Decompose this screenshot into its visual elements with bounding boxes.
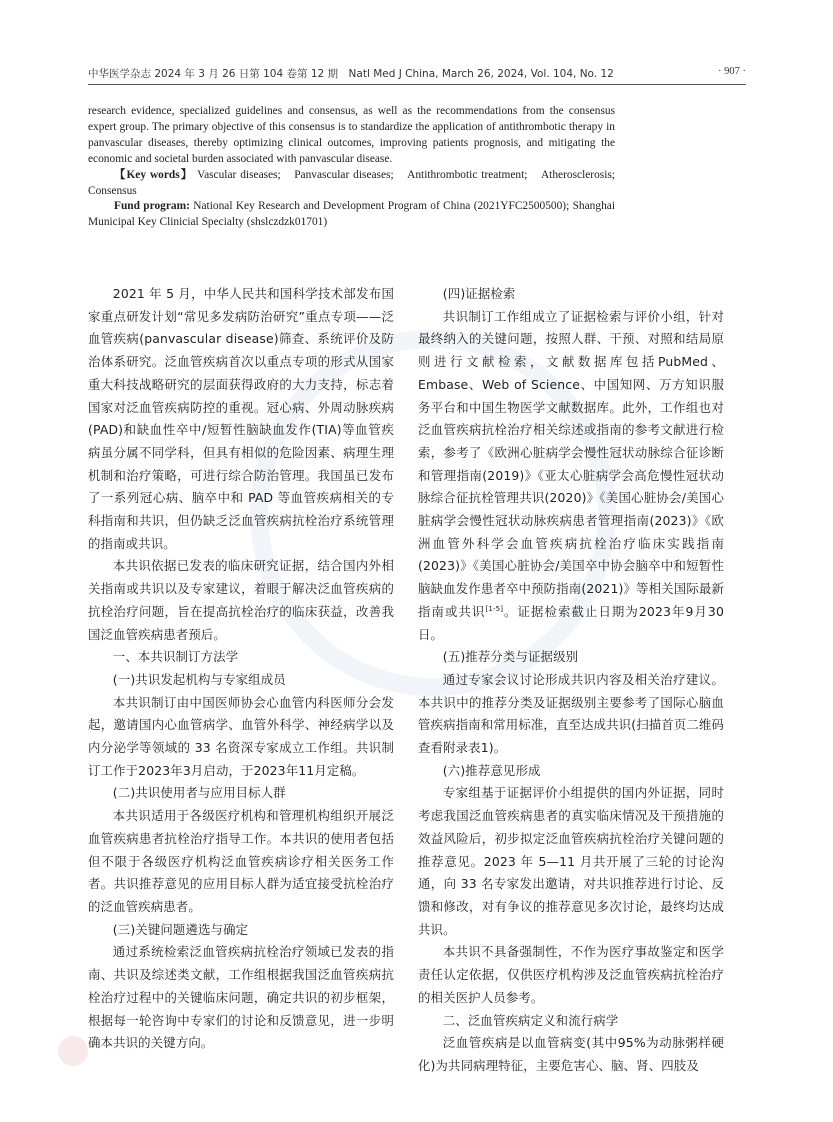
paragraph-text: 共识制订工作组成立了证据检索与评价小组，针对最终纳入的关键问题，按照人群、干预、对照和结局原则进行文献检索，文献数据库包括PubMed、Embase、Web of Science、中国知网、万方知识服务平台和中国生物医学文献数据库。此外，工作组也对泛血管疾病抗栓治疗相关综述或指南的参考文献进行检索，参考了《欧洲心脏病学会慢性冠状动脉综合征诊断和管理指南(2019)》《亚太心脏病学会高危慢性冠状动脉综合征抗栓管理共识(2020)》《美国心脏协会/美国心脏病学会慢性冠状动脉疾病患者管理指南(2023)》《欧洲血管外科学会血管疾病抗栓治疗临床实践指南(2023)》《美国心脏协会/美国卒中协会脑卒中和短暂性脑缺血发作患者卒中预防指南(2021)》等相关国际最新指南或共识 [418,308,724,619]
fund-line [88,199,615,231]
subsection-heading: (二)共识使用者与应用目标人群 [112,785,286,801]
paragraph: 本共识依据已发表的临床研究证据，结合国内外相关指南或共识以及专家建议，着眼于解决泛血管疾病的抗栓治疗问题，旨在提高抗栓治疗的临床获益，改善我国泛血管疾病患者预后。 [88,558,394,642]
citation-ref: [1-5] [485,604,504,613]
right-column [418,283,724,1078]
header-rule [88,84,746,85]
subsection-heading: (四)证据检索 [442,286,516,301]
paragraph: 通过系统检索泛血管疾病抗栓治疗领域已发表的指南、共识及综述类文献，工作组根据我国泛血管疾病抗栓治疗过程中的关键临床问题，确定共识的初步框架，根据每一轮咨询中专家们的讨论和反馈意见，进一步明确本共识的关键方向。 [88,944,394,1051]
page-number: · 907 · [718,66,746,77]
paragraph: 泛血管疾病是以血管病变(其中95%为动脉粥样硬化)为共同病理特征，主要危害心、脑、肾、四肢及 [418,1035,724,1073]
abstract-block [88,104,627,231]
running-header [88,66,746,81]
paragraph-text: 。证据检索截止日期为2023年9月30日。 [418,603,724,642]
subsection-heading: (三)关键问题遴选与确定 [112,921,249,937]
paragraph: 本共识适用于各级医疗机构和管理机构组织开展泛血管疾病患者抗栓治疗指导工作。本共识的使用者包括但不限于各级医疗机构泛血管疾病诊疗相关医务工作者。共识推荐意见的应用目标人群为适宜接受抗栓治疗的泛血管疾病患者。 [88,808,394,914]
subsection-heading: (五)推荐分类与证据级别 [442,649,579,665]
keywords-text: Vascular diseases; Panvascular diseases; Antithrombotic treatment; Atherosclerosis; Consensus [88,168,627,197]
journal-citation: 中华医学杂志 2024 年 3 月 26 日第 104 卷第 12 期 Natl Med J China, March 26, 2024, Vol. 104, No. 12 [88,68,614,80]
paragraph: 专家组基于证据评价小组提供的国内外证据，同时考虑我国泛血管疾病患者的真实临床情况及干预措施的效益风险后，初步拟定泛血管疾病抗栓治疗关键问题的推荐意见。2023 年 5—11 月共开展了三轮的讨论沟通，向 33 名专家发出邀请，对共识推荐进行讨论、反馈和修改，对有争议的推荐意见多次讨论，最终均达成共识。 [418,785,724,937]
fund-label: Fund program: [114,200,190,213]
section-heading: 一、本共识制订方法学 [112,649,239,665]
keywords-label: 【Key words】 [114,168,194,181]
subsection-heading: (六)推荐意见形成 [442,762,541,778]
left-column [88,283,394,1055]
section-heading: 二、泛血管疾病定义和流行病学 [442,1012,619,1028]
paragraph: 2021 年 5 月，中华人民共和国科学技术部发布国家重点研发计划“常见多发病防治研究”重点专项——泛血管疾病(panvascular disease)筛查、系统评价及防治体系研究。泛血管疾病首次以重点专项的形式从国家重大科技战略研究的层面获得政府的大力支持，标志着国家对泛血管疾病防控的重视。冠心病、外周动脉疾病(PAD)和缺血性卒中/短暂性脑缺血发作(TIA)等血管疾病虽分属不同学科，但具有相似的危险因素、病理生理机制和治疗策略，可进行综合防治管理。我国虽已发布了一系列冠心病、脑卒中和 PAD 等血管疾病相关的专科指南和共识，但仍缺乏泛血管疾病抗栓治疗系统管理的指南或共识。 [88,286,394,551]
paragraph [418,306,724,647]
publisher-logo [58,1036,88,1066]
subsection-heading: (一)共识发起机构与专家组成员 [112,671,286,687]
fund-text: National Key Research and Development Program of China (2021YFC2500500); Shanghai Municipal Key Clinicial Specialty (shslczdzk01701) [88,200,615,229]
paragraph: 本共识制订由中国医师协会心血管内科医师分会发起，邀请国内心血管病学、血管外科学、神经病学以及内分泌学等领域的 33 名资深专家成立工作组。共识制订工作于2023年3月启动，于2023年11月定稿。 [88,694,394,778]
paragraph: 本共识不具备强制性，不作为医疗事故鉴定和医学责任认定依据，仅供医疗机构涉及泛血管疾病抗栓治疗的相关医护人员参考。 [418,944,724,1005]
keywords-line [88,168,627,200]
abstract-text: research evidence, specialized guidelines and consensus, as well as the recommendations from the consensus expert group. The primary objective of this consensus is to standardize the application of antithrombotic therapy in panvascular diseases, thereby optimizing clinical outcomes, improving patients prognosis, and mitigating the economic and societal burden associated with panvascular disease. [88,105,615,165]
paragraph: 通过专家会议讨论形成共识内容及相关治疗建议。本共识中的推荐分类及证据级别主要参考了国际心脑血管疾病指南和常用标准，直至达成共识(扫描首页二维码查看附录表1)。 [418,671,724,756]
